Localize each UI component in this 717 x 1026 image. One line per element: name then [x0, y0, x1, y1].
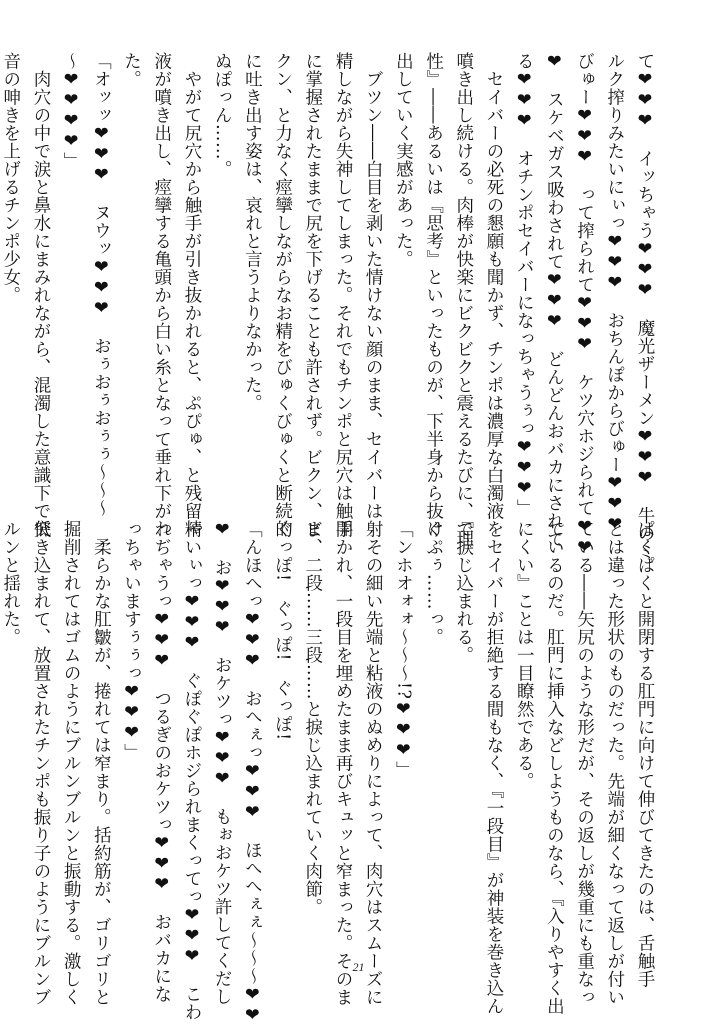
text-line: 「ンホオォォ～～～!?❤❤❤」 [393, 520, 414, 779]
text-line: ているのだ。肛門に挿入などしようものなら、『入りやすく出 [544, 520, 565, 1016]
text-line: 性』――あるいは『思考』といったものが、下半身から抜け [423, 52, 444, 538]
text-line: セイバーの必死の懇願も聞かず、チンポは濃厚な白濁液を [483, 52, 504, 538]
text-line: ❤ スケベガス吸わされて❤❤❤ どんどんおバカにされて [544, 52, 565, 548]
text-line: やがて尻穴から触手が引き抜かれると、ぷぴゅ、と残留精 [181, 52, 202, 538]
text-line: びゅー❤❤❤ って搾られて❤❤❤ ケツ穴ホジられて❤❤ [574, 52, 595, 558]
text-line: 柔らかな肛皺が、捲れては窄まり。括約筋が、ゴリゴリと [91, 520, 112, 1006]
text-line: 掘削されてはゴムのようにブルンブルンと振動する。激しく [61, 520, 82, 1006]
text-line: 出していく実感があった。 [393, 52, 414, 268]
text-line: 液が噴き出し、痙攣する亀頭から白い糸となって垂れ下がっ [151, 52, 172, 538]
text-line: ま、二段……三段……と捩じ込まれていく肉節。 [302, 520, 323, 916]
text-line: 「んほへっ❤❤❤ おへぇっ❤❤❤ ほへへぇぇ～～～❤❤ [242, 520, 263, 1026]
text-line: 肉穴の中で涙と鼻水にまみれながら、混濁した意識下で低 [30, 52, 51, 538]
text-line: ルンと揺れた。 [0, 520, 21, 646]
text-line: 「オッッ❤❤❤ ヌウッ❤❤❤ おぅおぅおぅぅ～～～ [91, 52, 112, 517]
text-line: れぢゃうっ❤❤❤ つるぎのおケツっ❤❤❤ おバカにな [151, 520, 172, 1003]
text-line: ぐぷぅ……っ。 [423, 520, 444, 646]
text-line: にくい』ことは一目瞭然である。 [514, 520, 535, 790]
text-line: た。 [121, 52, 142, 88]
text-line: とは違った形状のものだった。先端が細くなって返しが付い [604, 520, 625, 1006]
text-line: る❤❤❤ オチンポセイバーになっちゃうぅっ❤❤❤」 [514, 52, 535, 517]
text-line: っちゃいますぅぅっ❤❤❤」 [121, 520, 142, 762]
text-line: ぬぽっん……。 [212, 52, 233, 178]
page-number: 21 [352, 960, 365, 974]
upper-text-block [0, 52, 660, 561]
text-line: セイバーが拒絶する間もなく、『一段目』が神装を巻き込ん [483, 520, 504, 1016]
text-line: て❤❤❤ イッちゃう❤❤❤ 魔光ザーメン❤❤❤ 牛のミ [635, 52, 655, 561]
text-line: で捩じ込まれる。 [453, 520, 474, 664]
text-line: ている――矢尻のような形だが、その返しが幾重にも重なっ [574, 520, 595, 1006]
text-line: ❤ お❤❤❤ おケツっ❤❤❤ もぉおケツ許してくだし [212, 520, 233, 1006]
text-line: 突き込まれて、放置されたチンポも振り子のようにブルンブ [30, 520, 51, 1006]
text-line: に吐き出す姿は、哀れと言うよりなかった。 [242, 52, 263, 412]
text-line: 精しながら失神してしまった。それでもチンポと尻穴は触手 [332, 52, 353, 538]
text-line: ～❤❤❤❤」 [61, 52, 82, 170]
text-line: クン、と力なく痙攣しながらなお精をびゅくびゅくと断続的 [272, 52, 293, 538]
text-line: 噴き出し続ける。肉棒が快楽にビクビクと震えるたびに、『理 [453, 52, 474, 548]
text-line: その細い先端と粘液のぬめりによって、肉穴はスムーズに [363, 520, 384, 1006]
text-line: ぐっぽ! ぐっぽ! ぐっぽ! [272, 520, 293, 741]
text-line: ゃいぃっ❤❤❤ ぐぽぐぽホジられまくってっ❤❤❤ こわ [181, 520, 202, 1021]
text-line: に掌握されたままで尻を下げることも許されず。ビクン、ビ [302, 52, 323, 538]
text-line: 開かれ、一段目を埋めたまま再びキュッと窄まった。そのま [332, 520, 353, 1006]
text-line: ぱくぱくと開閉する肛門に向けて伸びてきたのは、舌触手 [635, 520, 655, 988]
text-line: ルク搾りみたいにぃっ❤❤❤ おちんぽからびゅー❤❤❤ [604, 52, 625, 535]
text-line: 音の呻きを上げるチンポ少女。 [0, 52, 21, 304]
text-line: ブツン――白目を剥いた情けない顔のまま、セイバーは射 [363, 52, 384, 538]
